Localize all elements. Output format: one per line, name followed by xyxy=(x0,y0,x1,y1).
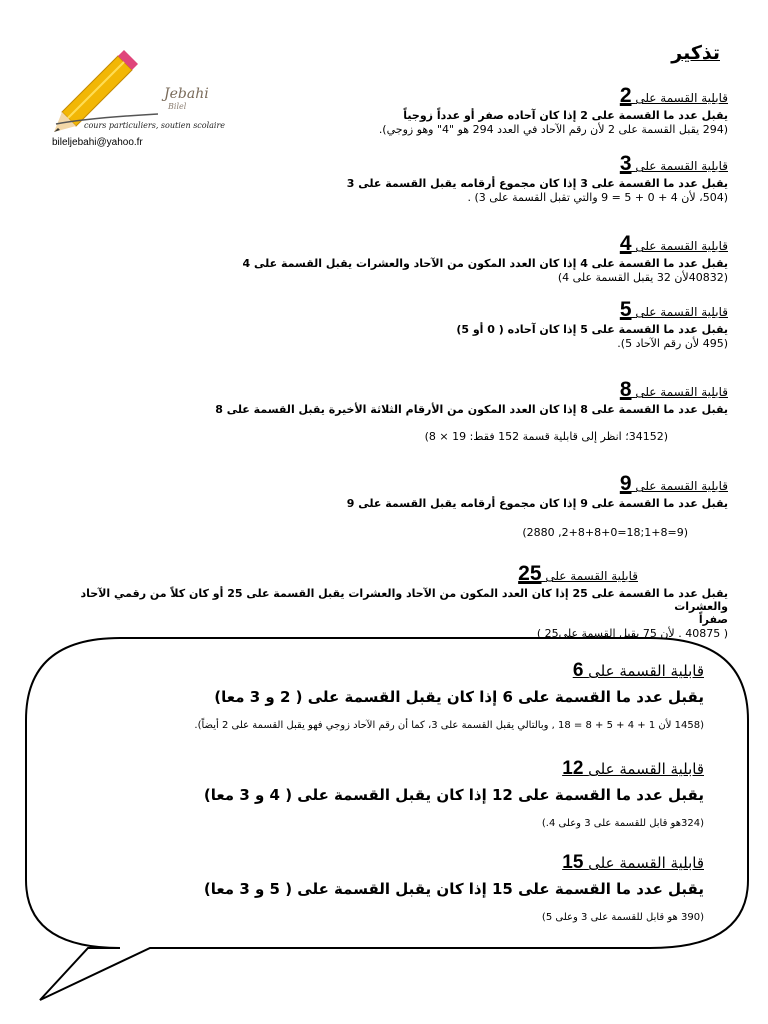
section-heading: قابلية القسمة على 9 xyxy=(619,472,728,495)
section-heading: قابلية القسمة على 3 xyxy=(619,152,728,175)
bubble-heading: قابلية القسمة على 6 xyxy=(572,660,704,681)
bubble-rule: يقبل عدد ما القسمة على 6 إذا كان يقبل القسمة على ( 2 و 3 معا) xyxy=(214,688,704,706)
bubble-section-div-6 xyxy=(64,660,704,731)
bubble-heading: قابلية القسمة على 12 xyxy=(562,758,704,779)
bubble-example: (390 هو قابل للقسمة على 3 وعلى 5) xyxy=(541,912,704,923)
bubble-rule: يقبل عدد ما القسمة على 15 إذا كان يقبل القسمة على ( 5 و 3 معا) xyxy=(203,880,704,898)
section-div-3 xyxy=(28,152,728,204)
bubble-example: (1458 لأن 1 + 4 + 5 + 8 = 18 , وبالتالي يقبل القسمة على 3، كما أن رقم الآحاد زوجي فهو يقبل القسمة على 2 أيضاً). xyxy=(194,720,704,731)
section-example: (34152؛ انظر إلى قابلية قسمة 152 فقط: 19 × 8) xyxy=(424,430,668,443)
section-heading: قابلية القسمة على 8 xyxy=(619,378,728,401)
section-rule: يقبل عدد ما القسمة على 25 إذا كان العدد المكون من الآحاد والعشرات يقبل القسمة على 25 أو كان كلاً من رقمي الآحاد والعشرات صفراً xyxy=(80,587,728,626)
section-div-25 xyxy=(28,562,728,640)
section-rule: يقبل عدد ما القسمة على 3 إذا كان مجموع أرقامه يقبل القسمة على 3 xyxy=(346,177,728,190)
section-example: ( 40875 . لأن 75 يقبل القسمة على25 ) xyxy=(536,627,728,640)
logo-subname: Bilel xyxy=(168,102,187,111)
section-rule: يقبل عدد ما القسمة على 4 إذا كان العدد المكون من الآحاد والعشرات يقبل القسمة على 4 xyxy=(242,257,728,270)
section-heading: قابلية القسمة على 25 xyxy=(518,562,638,585)
section-rule: يقبل عدد ما القسمة على 2 إذا كان آحاده صفر أو عدداً زوجياً xyxy=(403,109,728,122)
section-heading: قابلية القسمة على 4 xyxy=(619,232,728,255)
section-example: (504، لأن 4 + 0 + 5 = 9 والتي تقبل القسمة على 3) . xyxy=(467,191,728,204)
bubble-section-div-15 xyxy=(64,852,704,923)
section-heading: قابلية القسمة على 5 xyxy=(619,298,728,321)
logo-tagline: cours particuliers, soutien scolaire xyxy=(84,121,226,130)
section-div-2 xyxy=(28,84,728,136)
page-title: تذكير xyxy=(671,42,720,64)
logo-name: Jebahi xyxy=(164,86,209,102)
section-example: (9=1+8;18=2+8+8+0, 2880) xyxy=(522,526,688,539)
bubble-section-div-12 xyxy=(64,758,704,829)
section-example: (495 لأن رقم الآحاد 5). xyxy=(617,337,728,350)
section-div-5 xyxy=(28,298,728,350)
email-address: bileljebahi@yahoo.fr xyxy=(52,137,143,148)
bubble-example: (324هو قابل للقسمة على 3 وعلى 4.) xyxy=(541,818,704,829)
section-rule: يقبل عدد ما القسمة على 8 إذا كان العدد المكون من الأرقام الثلاثة الأخيرة يقبل القسمة على 8 xyxy=(215,403,728,416)
section-rule: يقبل عدد ما القسمة على 9 إذا كان مجموع أرقامه يقبل القسمة على 9 xyxy=(346,497,728,510)
section-div-4 xyxy=(28,232,728,284)
section-example: (40832لأن 32 يقبل القسمة على 4) xyxy=(557,271,728,284)
section-heading: قابلية القسمة على 2 xyxy=(619,84,728,107)
section-div-8 xyxy=(28,378,728,443)
section-example: (294 يقبل القسمة على 2 لأن رقم الآحاد في العدد 294 هو "4" وهو زوجي). xyxy=(378,123,728,136)
section-rule: يقبل عدد ما القسمة على 5 إذا كان آحاده ( 0 أو 5) xyxy=(456,323,728,336)
bubble-heading: قابلية القسمة على 15 xyxy=(562,852,704,873)
section-div-9 xyxy=(28,472,728,539)
bubble-rule: يقبل عدد ما القسمة على 12 إذا كان يقبل القسمة على ( 4 و 3 معا) xyxy=(203,786,704,804)
